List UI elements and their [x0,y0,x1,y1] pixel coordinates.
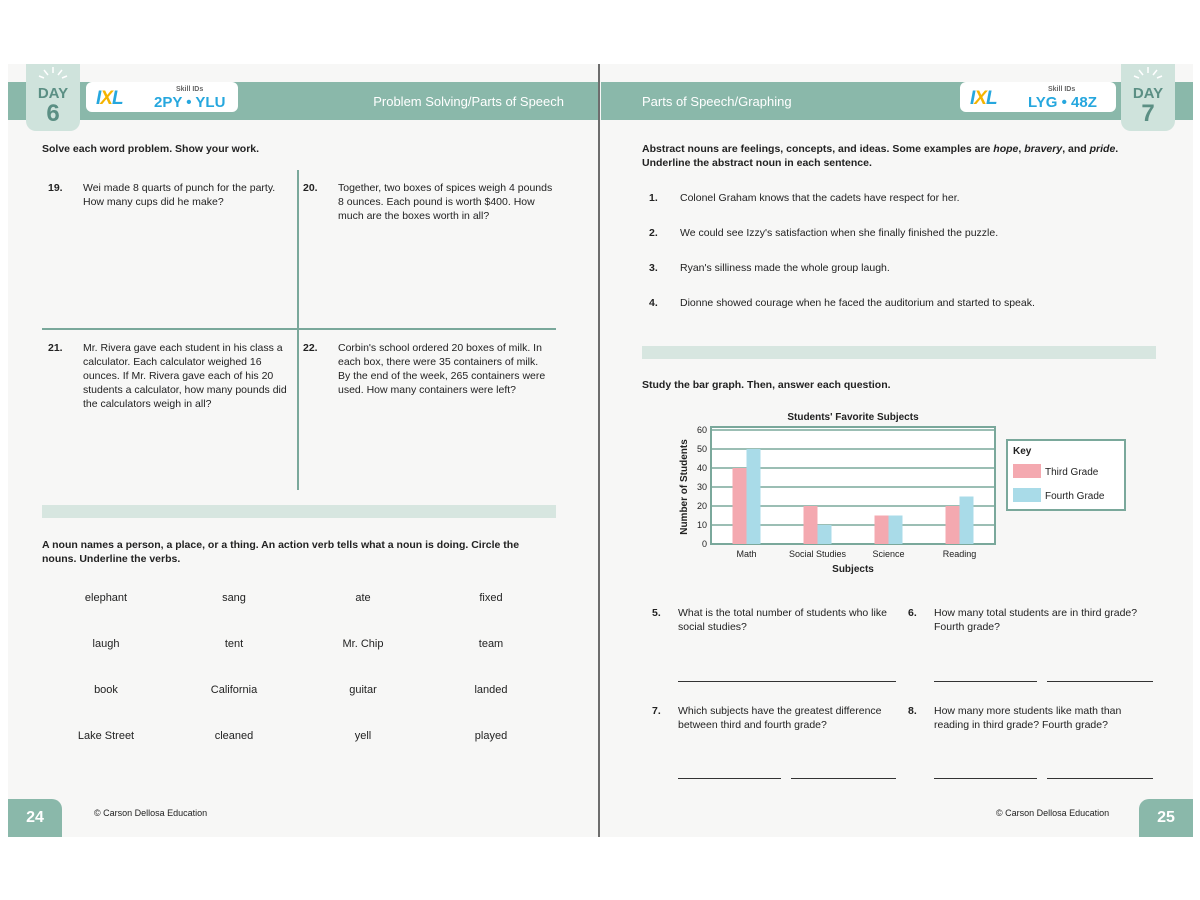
legend-swatch [1013,488,1041,502]
skill-ids-label: Skill IDs [176,86,204,93]
answer-line-7a[interactable] [678,778,781,779]
bar-reading-third [946,506,960,544]
right-page: Parts of Speech/Graphing IXL Skill IDs LYG • 48Z DAY 7 Abstract nouns are feelings, concepts, and ideas. Some examples are hope, bravery, and pride. Underline the abstract noun in each sentence. 1. Colonel Graham knows that the cadets have respect for her. 2. We could see Izzy's satisfaction when she finally finished the puzzle. 3. Ryan's silliness made the whole group laugh. 4. Dionne showed courage when he faced the auditorium and started to speak. Study the bar graph. Then, answer each question. 0 10 20 30 40 50 60 Math Social Studies Science Reading Students' Favorite Subjects Subjects Number of Students Key Third Grade Fourth Grade 5. What is the total number of students who like social studies? 6. How many total students are in third grade? Fourth grade? 7. Which subjects have the greatest difference between third and fourth grade? 8. How many more students like math than reading in third grade? Fourth grade? © Carson Dellosa Education 25 [601,64,1193,837]
instruction-word-problems: Solve each word problem. Show your work. [42,143,260,155]
workbook-spread [8,64,1193,837]
page-number-left: 24 [8,799,62,837]
problem-grid-horizontal [42,328,556,330]
x-tick-label: Science [872,549,905,559]
y-axis-label: Number of Students [679,439,690,535]
word[interactable]: sang [222,592,246,604]
copyright-right: © Carson Dellosa Education [996,808,1110,818]
legend-label: Fourth Grade [1045,491,1105,502]
x-tick-label: Social Studies [788,549,847,559]
section-divider-left [42,505,556,518]
word[interactable]: California [210,684,258,696]
instruction-nouns-verbs: A noun names a person, a place, or a thing. An action verb tells what a noun is doing. Circle the nouns. Underline the verbs. [42,539,520,565]
left-page: Problem Solving/Parts of Speech DAY 6 IXL Skill IDs 2PY • YLU Solve each word problem. Show your work. 19. Wei made 8 quarts of punch for the party. How many cups did he make? 20. Together, two boxes of spices weigh 4 pounds 8 ounces. Each pound is worth $400. How much are the boxes worth in all? 21. Mr. Rivera gave each student in his class a calculator. Each calculator weighed 16 ounces. If Mr. Rivera gave each of his 20 students a calculator, how many pounds did the calculators weigh in all? 22. Corbin's school ordered 20 boxes of milk. In each box, there were 35 containers of milk. By the end of the week, 265 containers were used. How many containers were left? A noun names a person, a place, or a thing. An action verb tells what a noun is doing. Circle the nouns. Underline the verbs. elephant sang ate fixed laugh tent Mr. Chip team book California guitar landed Lake Street cleaned yell played 24 © Carson Dellosa Education [8,64,600,837]
x-tick-label: Reading [942,549,977,559]
bar-math-fourth [747,449,761,544]
skill-ids: LYG • 48Z [1028,94,1097,111]
problem-grid-vertical [297,170,299,490]
skill-ids: 2PY • YLU [154,94,226,111]
day-label: DAY [37,85,69,102]
chart-title: Students' Favorite Subjects [787,412,919,423]
instruction-abstract-nouns: Abstract nouns are feelings, concepts, and ideas. Some examples are hope, bravery, and pride. Underline the abstract noun in each sentence. [642,143,1119,169]
answer-line-6a[interactable] [934,681,1037,682]
word[interactable]: ate [355,592,371,604]
right-header-title: Parts of Speech/Graphing [642,94,792,109]
answer-line-6b[interactable] [1047,681,1153,682]
word[interactable]: elephant [84,592,128,604]
book-spine [598,64,600,837]
bar-social-studies-fourth [818,525,832,544]
ixl-skill-box-right [960,82,1116,112]
bar-chart [671,404,1191,579]
left-header-title: Problem Solving/Parts of Speech [373,94,564,109]
copyright-left: © Carson Dellosa Education [94,808,208,818]
word[interactable]: book [94,684,118,696]
bar-science-fourth [889,516,903,545]
section-divider-right [642,346,1156,359]
word[interactable]: Mr. Chip [342,638,384,650]
word[interactable]: cleaned [214,730,254,742]
y-tick-label: 10 [696,520,707,530]
instruction-bar-graph: Study the bar graph. Then, answer each question. [642,379,891,391]
day-badge-left [26,64,80,131]
legend-swatch [1013,464,1041,478]
word[interactable]: fixed [479,592,503,604]
sun-rays-icon [1133,66,1163,80]
answer-line-8a[interactable] [934,778,1037,779]
y-tick-label: 50 [696,444,707,454]
y-tick-label: 40 [696,463,707,473]
y-tick-label: 30 [696,482,707,492]
bar-science-third [875,516,889,545]
x-axis-label: Subjects [832,564,874,575]
answer-line-8b[interactable] [1047,778,1153,779]
bar-math-third [733,468,747,544]
word[interactable]: yell [354,730,372,742]
legend-title: Key [1013,446,1032,457]
ixl-logo: IXL [970,88,997,109]
y-tick-label: 20 [696,501,707,511]
bar-social-studies-third [804,506,818,544]
day-label: DAY [1132,85,1164,102]
word[interactable]: team [478,638,504,650]
sun-rays-icon [38,66,68,80]
answer-line-5[interactable] [678,681,896,682]
word[interactable]: tent [224,638,244,650]
word[interactable]: landed [474,684,508,696]
y-tick-label: 60 [696,425,707,435]
x-tick-label: Math [736,549,757,559]
page-number-right: 25 [1139,799,1193,837]
word[interactable]: played [474,730,508,742]
answer-line-7b[interactable] [791,778,896,779]
word[interactable]: laugh [92,638,120,650]
day-number: 6 [46,100,60,127]
day-badge-right [1121,64,1175,131]
ixl-skill-box-left [86,82,238,112]
day-number: 7 [1141,100,1155,127]
skill-ids-label: Skill IDs [1048,86,1076,93]
legend-label: Third Grade [1045,467,1099,478]
bar-reading-fourth [960,497,974,545]
y-tick-label: 0 [701,539,707,549]
word[interactable]: Lake Street [77,730,135,742]
word[interactable]: guitar [349,684,377,696]
ixl-logo: IXL [96,88,123,109]
